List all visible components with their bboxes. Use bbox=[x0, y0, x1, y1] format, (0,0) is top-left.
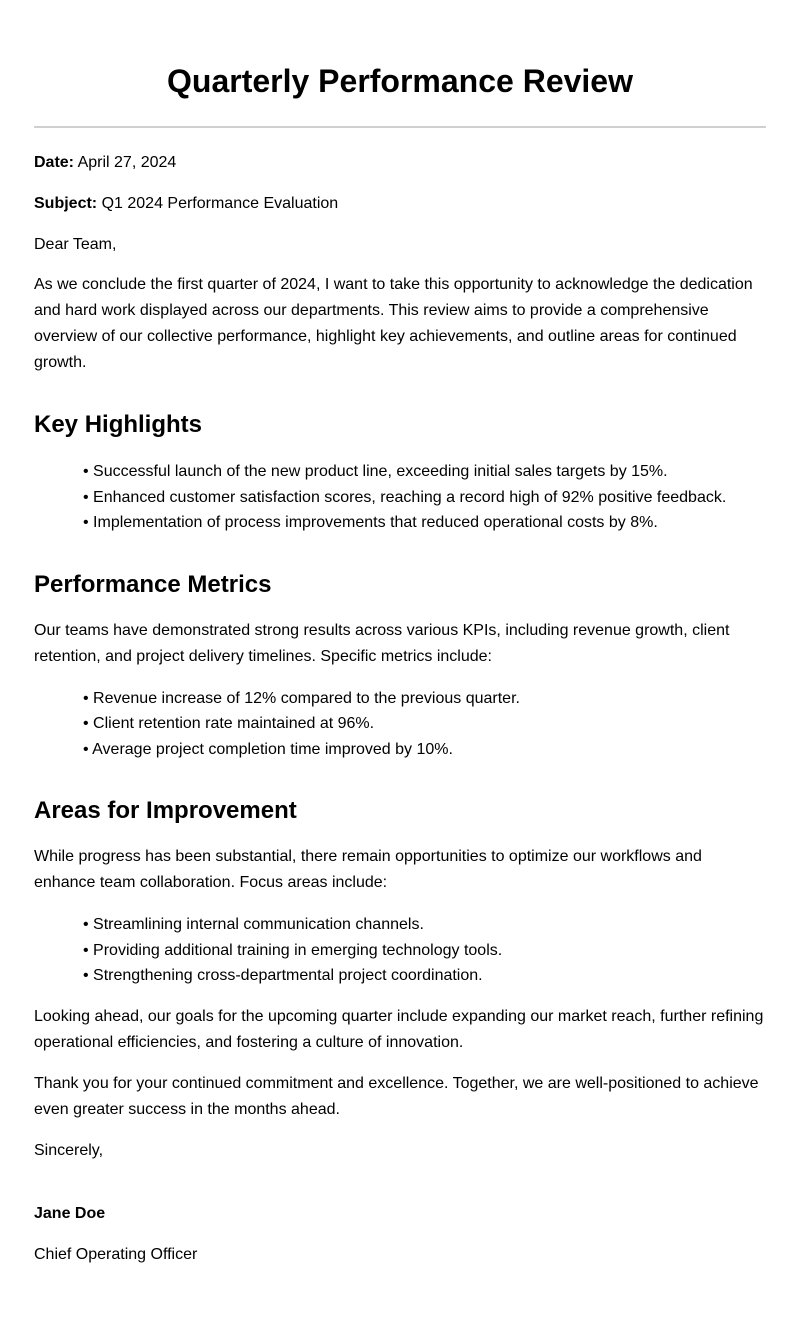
signature-title: Chief Operating Officer bbox=[34, 1245, 198, 1263]
title-divider bbox=[34, 126, 766, 128]
date-line bbox=[34, 150, 766, 176]
list-item: • Providing additional training in emerging technology tools. bbox=[83, 941, 503, 959]
list-item: • Enhanced customer satisfaction scores, reaching a record high of 92% positive feedback. bbox=[83, 488, 727, 506]
section-heading-performance-metrics: Performance Metrics bbox=[34, 570, 272, 598]
thanks-paragraph: Thank you for your continued commitment and excellence. Together, we are well-positioned to achieve even greater success in the months ahead. bbox=[34, 1074, 759, 1118]
date-value: April 27, 2024 bbox=[77, 154, 177, 171]
signature-name: Jane Doe bbox=[34, 1204, 106, 1222]
date-label: Date: bbox=[34, 154, 75, 171]
list-item: • Client retention rate maintained at 96%. bbox=[83, 715, 375, 732]
list-item: • Revenue increase of 12% compared to the previous quarter. bbox=[83, 689, 520, 707]
closing-line: Sincerely, bbox=[34, 1141, 104, 1159]
intro-paragraph: As we conclude the first quarter of 2024, I want to take this opportunity to acknowledge the dedication and hard work displayed across our departments. This review aims to provide a comprehensive overview of our collective performance, highlight key achievements, and outline areas for continued growth. bbox=[34, 276, 753, 371]
performance-metrics-list bbox=[34, 686, 766, 763]
areas-for-improvement-list bbox=[34, 912, 766, 989]
greeting: Dear Team, bbox=[34, 236, 117, 253]
list-item: • Implementation of process improvements that reduced operational costs by 8%. bbox=[83, 514, 658, 531]
outlook-paragraph: Looking ahead, our goals for the upcoming quarter include expanding our market reach, further refining operational efficiencies, and fostering a culture of innovation. bbox=[34, 1007, 764, 1051]
subject-line bbox=[34, 191, 766, 217]
subject-value: Q1 2024 Performance Evaluation bbox=[101, 195, 339, 212]
section-heading-key-highlights: Key Highlights bbox=[34, 411, 203, 438]
areas-for-improvement-paragraph: While progress has been substantial, there remain opportunities to optimize our workflows and enhance team collaboration. Focus areas include: bbox=[34, 848, 702, 891]
key-highlights-list bbox=[34, 459, 766, 536]
performance-metrics-paragraph: Our teams have demonstrated strong results across various KPIs, including revenue growth, client retention, and project delivery timelines. Specific metrics include: bbox=[34, 621, 730, 665]
list-item: • Successful launch of the new product line, exceeding initial sales targets by 15%. bbox=[83, 463, 668, 480]
list-item: • Average project completion time improved by 10%. bbox=[83, 740, 453, 758]
section-heading-areas-for-improvement: Areas for Improvement bbox=[34, 797, 297, 824]
list-item: • Streamlining internal communication channels. bbox=[83, 916, 424, 933]
list-item: • Strengthening cross-departmental project coordination. bbox=[83, 967, 483, 984]
subject-label: Subject: bbox=[34, 195, 98, 212]
page-title: Quarterly Performance Review bbox=[167, 63, 633, 99]
